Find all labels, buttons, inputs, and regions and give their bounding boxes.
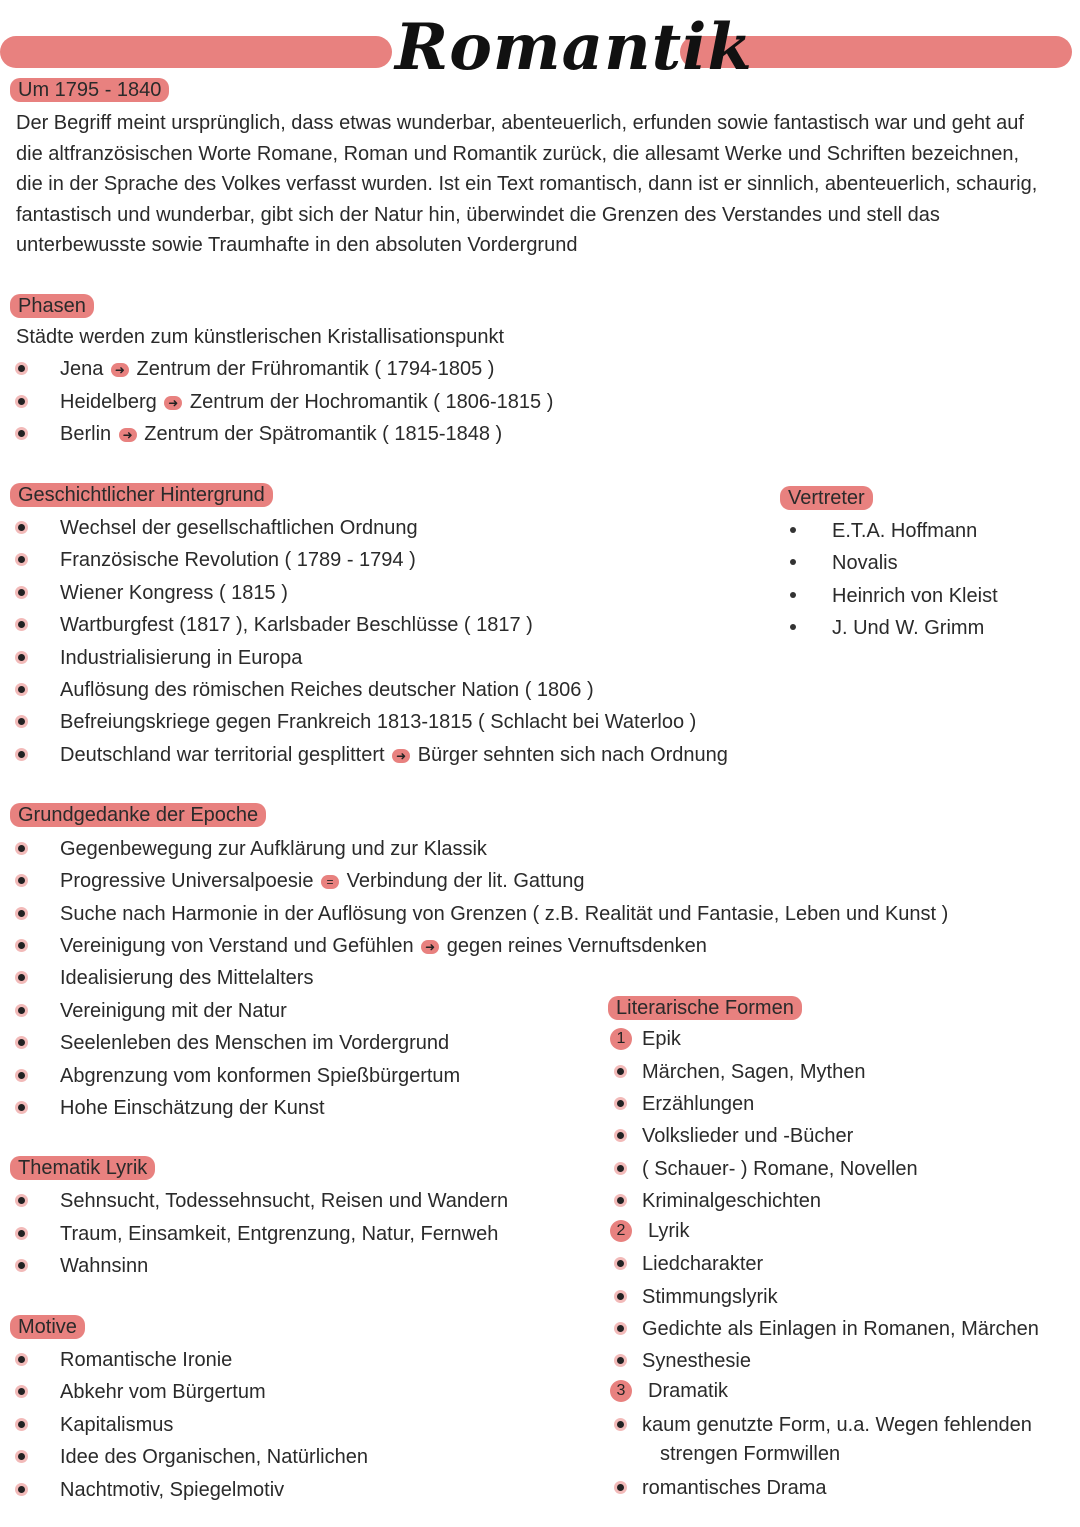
formen-group-name: Epik — [642, 1028, 681, 1050]
page-title: Romantik — [395, 10, 753, 85]
phase-item-jena — [60, 355, 494, 383]
formen-item: Volkslieder und -Bücher — [642, 1125, 854, 1147]
bullet — [18, 621, 25, 628]
phase-city: Berlin — [60, 423, 112, 445]
bullet — [18, 524, 25, 531]
bullet — [18, 654, 25, 661]
grundgedanke-item-b: Verbindung der lit. Gattung — [346, 870, 585, 892]
intro-paragraph: Der Begriff meint ursprünglich, dass etwas wunderbar, abenteuerlich, erfunden sowie fantastisch war und geht auf die altfranzösischen Worte Romane, Roman und Romantik zurück, die allesamt Werke und Schriften bezeichnen, die in der Sprache des Volkes verfasst wurden. Ist ein Text romantisch, dann ist er sinnlich, abenteuerlich, schaurig, fantastisch und wunderbar, gibt sich der Natur hin, überwindet die Grenzen des Verstandes und stell das unterbewusste sowie Traumhafte in den absoluten Vordergrund — [16, 112, 1038, 256]
bullet — [617, 1293, 624, 1300]
bullet — [18, 589, 25, 596]
geschichte-item: Befreiungskriege gegen Frankreich 1813-1815 ( Schlacht bei Waterloo ) — [60, 711, 697, 733]
formen-item: Gedichte als Einlagen in Romanen, Märchen — [642, 1318, 1039, 1340]
equals-icon: = — [321, 875, 339, 889]
bullet — [617, 1260, 624, 1267]
geschichte-item: Französische Revolution ( 1789 - 1794 ) — [60, 549, 416, 571]
motive-item: Idee des Organischen, Natürlichen — [60, 1446, 368, 1468]
bullet — [18, 556, 25, 563]
bullet — [18, 845, 25, 852]
thematik-item: Wahnsinn — [60, 1255, 149, 1277]
title-bar-left — [0, 36, 392, 68]
geschichte-heading: Geschichtlicher Hintergrund — [10, 483, 273, 507]
grundgedanke-item: Suche nach Harmonie in der Auflösung von Grenzen ( z.B. Realität und Fantasie, Leben und Kunst ) — [60, 903, 949, 925]
bullet — [18, 1230, 25, 1237]
bullet — [18, 718, 25, 725]
arrow-icon: ➜ — [164, 396, 182, 410]
geschichte-item: Wechsel der gesellschaftlichen Ordnung — [60, 517, 418, 539]
grundgedanke-item: Vereinigung mit der Natur — [60, 1000, 287, 1022]
bullet — [790, 527, 796, 533]
formen-item: Märchen, Sagen, Mythen — [642, 1061, 866, 1083]
period-label: Um 1795 - 1840 — [10, 78, 169, 102]
motive-item: Kapitalismus — [60, 1414, 174, 1436]
bullet — [617, 1100, 624, 1107]
arrow-icon: ➜ — [111, 363, 129, 377]
bullet — [617, 1484, 624, 1491]
phase-city: Jena — [60, 358, 104, 380]
vertreter-heading: Vertreter — [780, 486, 873, 510]
geschichte-item: Industrialisierung in Europa — [60, 647, 303, 669]
vertreter-item: J. Und W. Grimm — [832, 617, 985, 639]
geschichte-item: Auflösung des römischen Reiches deutscher Nation ( 1806 ) — [60, 679, 594, 701]
motive-heading: Motive — [10, 1315, 85, 1339]
phasen-heading: Phasen — [10, 294, 94, 318]
grundgedanke-heading: Grundgedanke der Epoche — [10, 803, 266, 827]
bullet — [18, 1262, 25, 1269]
motive-item: Abkehr vom Bürgertum — [60, 1381, 266, 1403]
phase-text: Zentrum der Hochromantik ( 1806-1815 ) — [189, 391, 554, 413]
grundgedanke-item — [60, 867, 585, 895]
bullet — [18, 1039, 25, 1046]
bullet — [790, 559, 796, 565]
number-badge: 2 — [610, 1220, 632, 1242]
formen-item: Erzählungen — [642, 1093, 755, 1115]
bullet — [790, 592, 796, 598]
bullet — [18, 942, 25, 949]
grundgedanke-item-a: Vereinigung von Verstand und Gefühlen — [60, 935, 414, 957]
bullet — [617, 1325, 624, 1332]
formen-heading: Literarische Formen — [608, 996, 802, 1020]
thematik-item: Sehnsucht, Todessehnsucht, Reisen und Wandern — [60, 1190, 509, 1212]
arrow-icon: ➜ — [421, 940, 439, 954]
geschichte-last-a: Deutschland war territorial gesplittert — [60, 744, 385, 766]
geschichte-item-last — [60, 741, 728, 769]
bullet — [18, 1007, 25, 1014]
grundgedanke-item: Idealisierung des Mittelalters — [60, 967, 314, 989]
vertreter-item: E.T.A. Hoffmann — [832, 520, 978, 542]
bullet — [617, 1357, 624, 1364]
phase-text: Zentrum der Spätromantik ( 1815-1848 ) — [144, 423, 503, 445]
bullet — [18, 398, 25, 405]
formen-item: Kriminalgeschichten — [642, 1190, 821, 1212]
phasen-intro: Städte werden zum künstlerischen Kristallisationspunkt — [16, 326, 505, 348]
grundgedanke-item — [60, 932, 707, 960]
arrow-icon: ➜ — [119, 428, 137, 442]
motive-item: Romantische Ironie — [60, 1349, 233, 1371]
bullet — [18, 1453, 25, 1460]
bullet — [18, 686, 25, 693]
formen-group-name: Lyrik — [648, 1220, 690, 1242]
phase-item-heidelberg — [60, 388, 553, 416]
bullet — [18, 1486, 25, 1493]
bullet — [18, 1356, 25, 1363]
formen-item: Stimmungslyrik — [642, 1286, 778, 1308]
bullet — [18, 1421, 25, 1428]
bullet — [617, 1132, 624, 1139]
bullet — [18, 1104, 25, 1111]
bullet — [18, 1388, 25, 1395]
bullet — [18, 877, 25, 884]
grundgedanke-item-b: gegen reines Vernuftsdenken — [446, 935, 707, 957]
bullet — [18, 365, 25, 372]
phase-item-berlin — [60, 420, 502, 448]
grundgedanke-item: Seelenleben des Menschen im Vordergrund — [60, 1032, 450, 1054]
bullet — [18, 910, 25, 917]
arrow-icon: ➜ — [392, 749, 410, 763]
vertreter-item: Novalis — [832, 552, 898, 574]
phase-text: Zentrum der Frühromantik ( 1794-1805 ) — [136, 358, 495, 380]
bullet — [617, 1197, 624, 1204]
vertreter-item: Heinrich von Kleist — [832, 585, 998, 607]
grundgedanke-item: Abgrenzung vom konformen Spießbürgertum — [60, 1065, 461, 1087]
thematik-heading: Thematik Lyrik — [10, 1156, 155, 1180]
formen-item: Liedcharakter — [642, 1253, 764, 1275]
formen-item: ( Schauer- ) Romane, Novellen — [642, 1158, 918, 1180]
formen-item: romantisches Drama — [642, 1477, 827, 1499]
formen-group-name: Dramatik — [648, 1380, 729, 1402]
formen-item: Synesthesie — [642, 1350, 751, 1372]
bullet — [790, 624, 796, 630]
bullet — [18, 1072, 25, 1079]
bullet — [617, 1068, 624, 1075]
grundgedanke-item: Hohe Einschätzung der Kunst — [60, 1097, 325, 1119]
bullet — [617, 1421, 624, 1428]
bullet — [18, 751, 25, 758]
geschichte-last-b: Bürger sehnten sich nach Ordnung — [417, 744, 728, 766]
geschichte-item: Wiener Kongress ( 1815 ) — [60, 582, 288, 604]
bullet — [18, 974, 25, 981]
number-badge: 1 — [610, 1028, 632, 1050]
geschichte-item: Wartburgfest (1817 ), Karlsbader Beschlüsse ( 1817 ) — [60, 614, 533, 636]
bullet — [18, 1197, 25, 1204]
bullet — [18, 430, 25, 437]
phase-city: Heidelberg — [60, 391, 157, 413]
formen-item: kaum genutzte Form, u.a. Wegen fehlenden — [642, 1414, 1032, 1436]
formen-item-continuation: strengen Formwillen — [660, 1443, 841, 1465]
bullet — [617, 1165, 624, 1172]
grundgedanke-item-a: Progressive Universalpoesie — [60, 870, 314, 892]
number-badge: 3 — [610, 1380, 632, 1402]
grundgedanke-item: Gegenbewegung zur Aufklärung und zur Klassik — [60, 838, 487, 860]
motive-item: Nachtmotiv, Spiegelmotiv — [60, 1479, 285, 1501]
thematik-item: Traum, Einsamkeit, Entgrenzung, Natur, Fernweh — [60, 1223, 499, 1245]
